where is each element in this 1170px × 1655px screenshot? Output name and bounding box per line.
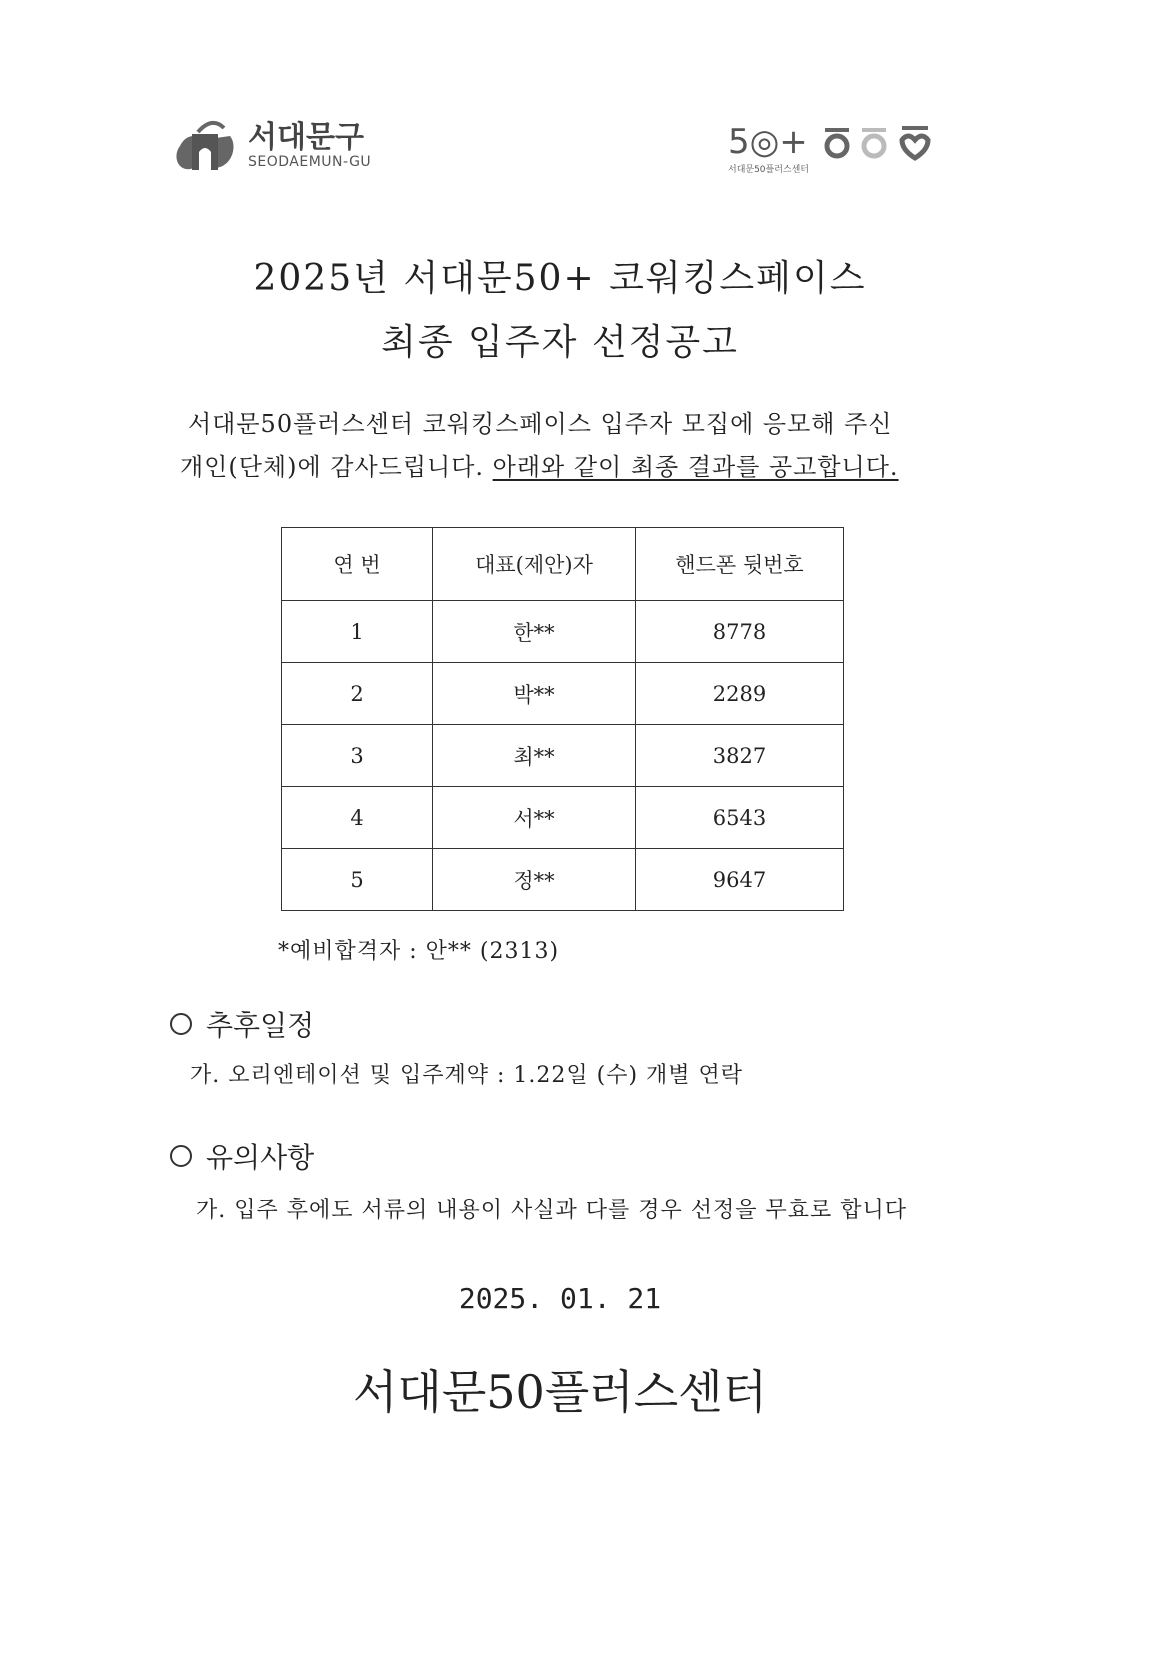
title-line-2: 최종 입주자 선정공고 [381, 322, 739, 363]
reserve-candidate: *예비합격자 : 안** (2313) [278, 939, 560, 964]
circle-bullet-icon [170, 1145, 192, 1167]
intro-line-1: 서대문50플러스센터 코워킹스페이스 입주자 모집에 응모해 주신 [188, 410, 893, 438]
cell-number: 1 [282, 601, 433, 663]
cell-phone: 9647 [636, 849, 844, 911]
cell-phone: 8778 [636, 601, 844, 663]
cell-phone: 2289 [636, 663, 844, 725]
section-schedule-heading [170, 1004, 314, 1044]
intro-underlined-text: 아래와 같이 최종 결과를 공고합니다. [492, 453, 899, 481]
organization-name: 서대문50플러스센터 [352, 1365, 768, 1419]
cell-number: 2 [282, 663, 433, 725]
cell-name: 박** [433, 663, 636, 725]
intro-line-2 [180, 447, 899, 482]
fifty-plus-mark: 5◎+ [728, 122, 808, 162]
section-notes-item: 가. 입주 후에도 서류의 내용이 사실과 다를 경우 선정을 무효로 합니다 [196, 1198, 907, 1223]
cell-number: 5 [282, 849, 433, 911]
section-schedule-item: 가. 오리엔테이션 및 입주계약 : 1.22일 (수) 개별 연락 [190, 1063, 744, 1088]
table-row [282, 725, 844, 787]
cell-name: 정** [433, 849, 636, 911]
table-header-row [282, 528, 844, 601]
seodaemun-50plus-logo [728, 122, 932, 175]
independence-gate-emblem-icon [172, 116, 238, 176]
cell-name: 한** [433, 601, 636, 663]
circle-bullet-icon [170, 1013, 192, 1035]
table-row [282, 663, 844, 725]
table-row [282, 601, 844, 663]
center-symbols-icon [822, 122, 932, 162]
cell-number: 3 [282, 725, 433, 787]
selection-table [281, 527, 844, 911]
header-phone: 핸드폰 뒷번호 [636, 528, 844, 601]
cell-name: 최** [433, 725, 636, 787]
section-title: 추후일정 [206, 1009, 315, 1042]
cell-number: 4 [282, 787, 433, 849]
cell-name: 서** [433, 787, 636, 849]
table-row [282, 849, 844, 911]
intro-text: 개인(단체)에 감사드립니다. [180, 453, 493, 481]
header-number: 연 번 [282, 528, 433, 601]
logo-name-en: SEODAEMUN-GU [248, 154, 372, 170]
cell-phone: 6543 [636, 787, 844, 849]
section-notes-heading [170, 1136, 314, 1176]
cell-phone: 3827 [636, 725, 844, 787]
logo-caption: 서대문50플러스센터 [728, 165, 810, 175]
announcement-date: 2025. 01. 21 [458, 1282, 662, 1315]
header-representative: 대표(제안)자 [433, 528, 636, 601]
title-line-1: 2025년 서대문50+ 코워킹스페이스 [253, 258, 867, 299]
logo-name-kr: 서대문구 [248, 120, 364, 155]
seodaemun-gu-logo [172, 116, 371, 176]
table-row [282, 787, 844, 849]
section-title: 유의사항 [206, 1141, 315, 1174]
